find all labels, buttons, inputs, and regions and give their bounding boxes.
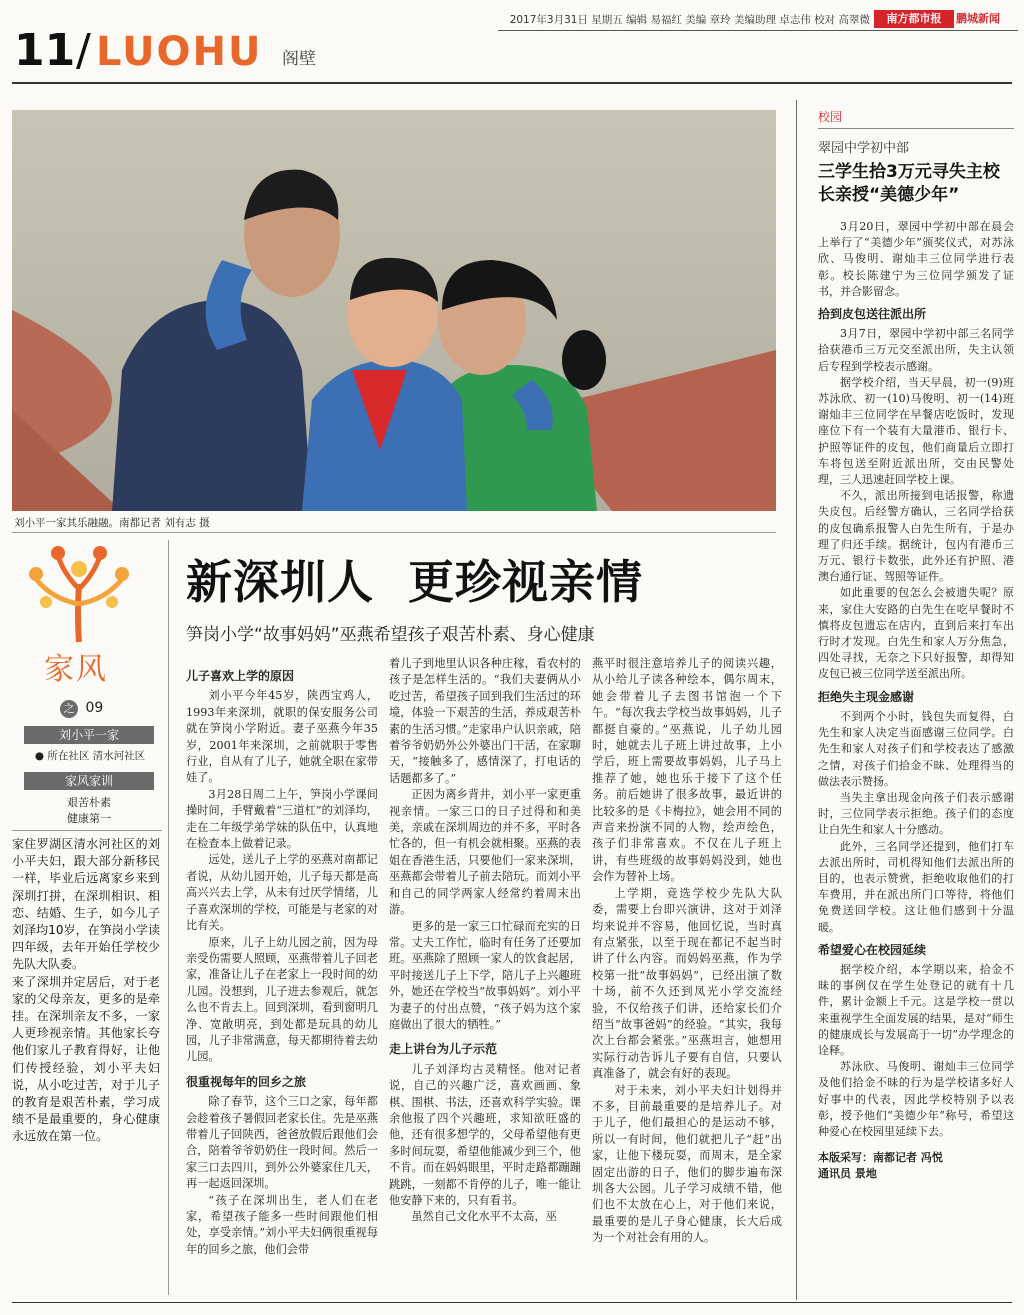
motto-line-2: 健康第一 xyxy=(67,812,111,825)
family-photo xyxy=(12,110,776,511)
section-name: LUOHU xyxy=(96,29,263,75)
right-subhead-3: 希望爱心在校园延续 xyxy=(818,942,927,957)
paragraph: 当失主拿出现金向孩子们表示感谢时，三位同学表示拒绝。孩子们的态度让白先生和家人十分感动。 xyxy=(818,790,1014,837)
paragraph: 据学校介绍，当天早晨，初一(9)班苏泳欣、初一(10)马俊明、初一(14)班谢灿丰三位同学在早餐店吃饭时，发现座位下有一个装有大量港币、银行卡、护照等证件的皮包，他们商量后立即打车将包送至附近派出所，交由民警处理，三人迅速赶回学校上课。 xyxy=(818,375,1014,487)
brand-logo xyxy=(874,10,954,28)
paragraph: 3月28日周二上午，笋岗小学课间操时间，手臂戴着“三道杠”的刘泽均，走在二年级学弟学妹的队伍中，认真地在检查本上做着记录。 xyxy=(186,787,378,851)
photo-illustration xyxy=(12,110,776,511)
motto-line-1: 艰苦朴素 xyxy=(67,796,111,809)
article-column-3 xyxy=(592,656,782,1247)
community-line: ● 所在社区 清水河社区 xyxy=(34,750,146,762)
paragraph: 儿子刘泽均古灵精怪。他对记者说，自己的兴趣广泛，喜欢画画、象棋、围棋、书法，还喜欢科学实验。课余他报了四个兴趣班，求知欲旺盛的他，还有很多想学的，父母希望他有更多时间玩耍，希望他能减少到三个，他不肯。而在妈妈眼里，平时走路都蹦蹦跳跳，一刻都不肯停的儿子，唯一能让他安静下来的，只有看书。 xyxy=(389,1062,581,1207)
right-subhead-1: 拾到皮包送往派出所 xyxy=(818,307,927,322)
sidebar-rule xyxy=(12,830,162,831)
paragraph: 不到两个小时，钱包失而复得，白先生和家人决定当面感谢三位同学。白先生和家人对孩子们和学校表达了感激之情，对孩子们拾金不昧、处理得当的做法表示赞扬。 xyxy=(818,709,1014,788)
subhead-3: 走上讲台为儿子示范 xyxy=(389,1042,498,1057)
paragraph: 对于未来，刘小平夫妇计划得并不多，目前最重要的是培养儿子。对于儿子，他们最担心的是运动不够，所以一有时间，他们就把儿子“赶”出家，让他下楼玩耍，而周末，是全家固定出游的日子，他们的脚步遍布深圳各大公园。儿子学习成绩不错，他们也不太放在心上，对于他们来说，最重要的是儿子身心健康，长大后成为一个对社会有用的人。 xyxy=(592,1083,782,1245)
byline xyxy=(818,1150,1014,1182)
series-logo xyxy=(22,544,136,696)
paragraph: 上学期，竞选学校少先队大队委，需要上台即兴演讲，这对于刘泽均来说并不容易，他回忆说，当时真有点紧张，以至于现在都记不起当时讲了什么内容。而妈妈巫燕，作为学校第一批“故事妈妈”，已经出演了数十场，前不久还到凤光小学交流经验，不仅给孩子们讲，还给家长们介绍当“故事爸妈”的经验。“其实，我每次上台都会紧张。”巫燕坦言，她想用实际行动告诉儿子要有自信，只要认真准备了，就会有好的表现。 xyxy=(592,886,782,1081)
article-column-1 xyxy=(186,662,378,1258)
main-subheadline: 笋岗小学“故事妈妈”巫燕希望孩子艰苦朴素、身心健康 xyxy=(186,625,595,645)
paragraph: 3月7日，翠园中学初中部三名同学拾获港币三万元交至派出所，失主认领后专程到学校表示感谢。 xyxy=(818,327,1014,373)
paragraph: 着儿子到地里认识各种庄稼，看农村的孩子是怎样生活的。“我们夫妻俩从小吃过苦，希望孩子回到我们生活过的环境，体验一下艰苦的生活，养成艰苦朴素的生活习惯。”走家串户认识亲戚，陪着爷爷奶奶外公外婆出门干活，在家聊天，“接触多了，感情深了，打电话的话题都多了。” xyxy=(389,657,581,785)
paragraph: 除了春节，这个三口之家，每年都会趁着孩子暑假回老家长住。先是巫燕带着儿子回陕西，爸爸放假后跟他们会合，陪着爷爷奶奶住一段时间。然后一家三口去四川，到外公外婆家住几天，再一起返回深圳。 xyxy=(186,1095,378,1191)
family-label: 刘小平一家 xyxy=(24,726,154,744)
slash-divider: / xyxy=(76,25,91,76)
motto-label: 家风家训 xyxy=(24,772,154,790)
page-number: 11 xyxy=(14,25,76,76)
paragraph: 燕平时很注意培养儿子的阅读兴趣，从小给儿子读各种绘本，偶尔周末，她会带着儿子去图书馆泡一个下午。“每次我去学校当故事妈妈，儿子都挺自豪的。”巫燕说，儿子幼儿园时，她就去儿子班上讲过故事，上小学后，班上需要故事妈妈，儿子马上推荐了她，她也乐于接下了这个任务。前后她讲了很多故事，最近讲的比较多的是《卡梅拉》，她会用不同的声音来扮演不同的人物，绘声绘色，孩子们非常喜欢。不仅在儿子班上讲，有些班级的故事妈妈没到，她也会作为替补上场。 xyxy=(592,657,782,884)
subhead-2: 很重视每年的回乡之旅 xyxy=(186,1074,307,1089)
paragraph: 刘小平今年45岁，陕西宝鸡人，1993年来深圳，就职的保安服务公司就在笋岗小学附近。妻子巫燕今年35岁，2001年来深圳，之前就职于零售行业，自从有了儿子，她就全职在家带娃了。 xyxy=(186,689,378,785)
paragraph: 正因为离乡背井，刘小平一家更重视亲情。一家三口的日子过得和和美美，亲戚在深圳周边的并不多，平时各忙各的，但一有机会就相聚。巫燕的表姐在香港生活，只要他们一家来深圳，巫燕都会带着儿子前去陪玩。而刘小平和自己的同学两家人经常约着周末出游。 xyxy=(389,788,581,917)
right-subhead-2: 拒绝失主现金感谢 xyxy=(818,689,915,704)
sidebar-intro-p1: 家住罗湖区清水河社区的刘小平夫妇，跟大部分新移民一样，毕业后远离家乡来到深圳打拼，在深圳相识、相恋、结婚、生子，如今儿子刘泽均10岁，在笋岗小学读四年级，去年开始任学校少先队大队委。 xyxy=(12,837,160,972)
header-bottom-rule xyxy=(12,82,1012,84)
series-number xyxy=(60,700,103,718)
paragraph: 远处，送儿子上学的巫燕对南都记者说，从幼儿园开始，儿子每天都是高高兴兴去上学，从未有过厌学情绪，儿子喜欢深圳的学校，可能是与老家的对比有关。 xyxy=(186,853,378,933)
right-column-divider xyxy=(796,100,797,1300)
footer-rule xyxy=(12,1302,1012,1303)
paragraph: 如此重要的包怎么会被遗失呢？原来，家住大安路的白先生在吃早餐时不慎将皮包遗忘在店内，直到后来打车出行时才发现。白先生和家人万分焦急，四处寻找，无奈之下只好报警，却得知皮包已被三位同学送至派出所。 xyxy=(818,586,1014,681)
sub-brand: 鹏城新闻 xyxy=(956,12,1000,25)
section-tag: 校园 xyxy=(818,108,1014,129)
paragraph: 此外，三名同学还提到，他们打车去派出所时，司机得知他们去派出所的目的，也表示赞赏，拒绝收取他们的打车费用，并在派出所门口等待，将他们免费送回学校。这让他们感到十分温暖。 xyxy=(818,839,1014,934)
sidebar-intro-p2: 来了深圳并定居后，对于老家的父母亲友，更多的是牵挂。在深圳亲友不多，一家人更珍视亲情。其他家长夸他们家儿子教育得好，让他们传授经验，刘小平夫妇说，从小吃过苦，对于儿子的教育是艰苦朴素，学习成绩不是最重要的，身心健康永远放在第一位。 xyxy=(12,974,160,1144)
header-meta: 2017年3月31日 星期五 编辑 易福红 美编 章玲 美编助理 卓志伟 校对 高翠微 xyxy=(509,14,870,26)
paragraph: 更多的是一家三口忙碌而充实的日常。丈夫工作忙，临时有任务了还要加班。巫燕除了照顾一家人的饮食起居，平时接送儿子上下学，陪儿子上兴趣班外，她还在学校当“故事妈妈”。刘小平为妻子的付出点赞，“孩子妈为这个家庭做出了很大的牺牲。” xyxy=(389,919,581,1031)
main-headline: 新深圳人 更珍视亲情 xyxy=(186,555,644,609)
paragraph: 3月20日，翠园中学初中部在晨会上举行了“美德少年”颁奖仪式，对苏泳欣、马俊明、谢灿丰三位同学进行表彰。校长陈建宁为三位同学颁发了证书，并合影留念。 xyxy=(818,220,1014,298)
right-column xyxy=(818,108,1014,1182)
photo-caption: 刘小平一家其乐融融。南都记者 刘有志 摄 xyxy=(14,517,210,529)
paragraph: 虽然自己文化水平不太高，巫 xyxy=(411,1210,557,1224)
family-tree-icon xyxy=(22,544,136,644)
column-name: 阁壁 xyxy=(282,49,316,69)
sidebar-divider xyxy=(168,540,169,1295)
header-rule xyxy=(498,30,1018,31)
paragraph: 据学校介绍，本学期以来，拾金不昧的事例仅在学生处登记的就有十几件，累计金额上千元。这是学校一贯以来重视学生全面发展的结果，是对“师生的健康成长与发展高于一切”办学理念的诠释。 xyxy=(818,962,1014,1057)
page-header xyxy=(0,0,1024,80)
sidebar-intro xyxy=(12,836,160,1146)
byline-reporter: 本版采写：南都记者 冯悦 xyxy=(818,1151,943,1165)
article-column-2 xyxy=(389,656,581,1226)
subhead-1: 儿子喜欢上学的原因 xyxy=(186,669,295,683)
photo-bottom-rule xyxy=(12,532,776,533)
series-prefix-badge: 之 xyxy=(60,700,78,718)
paragraph: “孩子在深圳出生，老人们在老家，希望孩子能多一些时间跟他们相处，享受亲情。”刘小平夫妇俩很重视每年的回乡之旅，他们会带 xyxy=(186,1193,378,1256)
right-kicker: 翠园中学初中部 xyxy=(818,141,910,156)
paragraph: 原来，儿子上幼儿园之前，因为母亲受伤需要人照顾，巫燕带着儿子回老家，准备让儿子在老家上一段时间的幼儿园。没想到，儿子进去参观后，就怎么也不肯去上。回到深圳，看到窗明几净、宽敞明亮，到处都是玩具的幼儿园，儿子非常满意，每天都期待着去幼儿园。 xyxy=(186,935,378,1064)
paragraph: 苏泳欣、马俊明、谢灿丰三位同学及他们拾金不昧的行为是学校诸多好人好事中的代表，因此学校特别予以表彰，授予他们“美德少年”称号，希望这种爱心在校园里延续下去。 xyxy=(818,1060,1014,1138)
series-logo-text: 家风 xyxy=(44,652,108,687)
byline-correspondent: 通讯员 景地 xyxy=(818,1167,877,1181)
paragraph: 不久，派出所接到电话报警，称遗失皮包。后经警方确认，三名同学拾获的皮包确系报警人白先生所有，于是办理了归还手续。据统计，包内有港币三万元、银行卡数张，此外还有护照、港澳台通行证、驾照等证件。 xyxy=(818,489,1014,584)
right-body xyxy=(818,219,1014,1140)
series-no: 09 xyxy=(85,700,104,716)
right-title: 三学生拾3万元寻失主校长亲授“美德少年” xyxy=(818,162,1000,205)
brand-name: 南方都市报 xyxy=(886,12,942,25)
